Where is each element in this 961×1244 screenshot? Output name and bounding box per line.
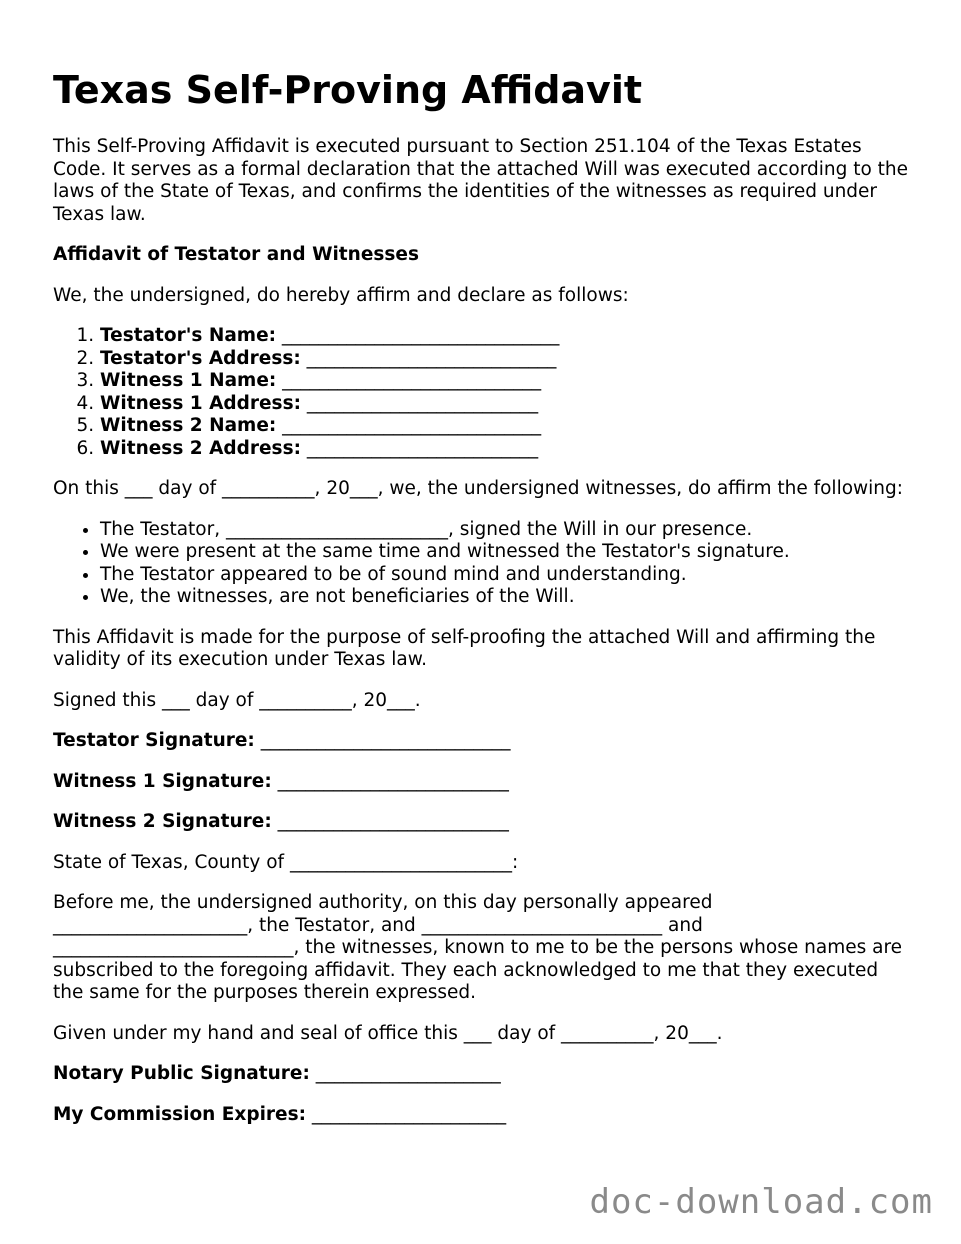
field-testator-name (100, 325, 913, 348)
seal-statement: Given under my hand and seal of office this ___ day of __________, 20___. (53, 1022, 723, 1044)
affirmations-list (53, 519, 913, 609)
document-title: Texas Self-Proving Affidavit (53, 68, 643, 112)
signature-blank[interactable]: ___________________________ (254, 730, 511, 751)
signature-label: Witness 2 Signature: (53, 811, 272, 832)
signature-blank[interactable]: _________________________ (271, 770, 509, 792)
signature-blank[interactable]: _________________________ (271, 811, 509, 832)
notary-blank[interactable]: ____________________ (309, 1063, 501, 1084)
county-line: State of Texas, County of ________________________: (53, 851, 519, 873)
document (53, 66, 913, 1144)
field-label: Witness 2 Address: (100, 437, 301, 459)
party-fields-list (53, 325, 913, 460)
notary-statement: Before me, the undersigned authority, on this day personally appeared _____________________, the Testator, and __________________________ and __________________________, the witnesses, known to me to be the persons whose names are subscribed to the foregoing affidavit. They each acknowledged to me that they executed the same for the purposes therein expressed. (53, 892, 903, 1003)
affirmation-item: • The Testator, ________________________, signed the Will in our presence. (100, 519, 913, 542)
witness1-signature-line (53, 771, 913, 794)
field-blank[interactable]: _________________________ (300, 392, 539, 414)
affirmation-item: • We, the witnesses, are not beneficiaries of the Will. (100, 586, 913, 609)
field-label: Testator's Address: (100, 347, 301, 369)
commission-blank[interactable]: _____________________ (306, 1103, 507, 1125)
testator-signature-line (53, 730, 913, 753)
affirmation-item: • We were present at the same time and witnessed the Testator's signature. (100, 541, 913, 564)
signed-date: Signed this ___ day of __________, 20___. (53, 689, 421, 711)
field-blank[interactable]: ______________________________ (276, 325, 560, 346)
field-blank[interactable]: ____________________________ (276, 370, 542, 391)
field-witness1-name (100, 370, 913, 393)
field-label: Witness 2 Name: (100, 415, 277, 436)
field-blank[interactable]: _________________________ (300, 437, 539, 459)
field-label: Witness 1 Name: (100, 370, 277, 391)
signature-label: Testator Signature: (53, 730, 255, 751)
intro-paragraph: This Self-Proving Affidavit is executed pursuant to Section 251.104 of the Texas Estates Code. It serves as a formal declaration that the attached Will was executed according to the laws of the State of Texas, and confirms the identities of the witnesses as required under Texas law. (53, 136, 909, 225)
field-witness2-name (100, 415, 913, 438)
date-statement: On this ___ day of __________, 20___, we, the undersigned witnesses, do affirm the following: (53, 478, 903, 499)
commission-label: My Commission Expires: (53, 1103, 307, 1125)
watermark: doc-download.com (589, 1182, 933, 1222)
affirmation-item: • The Testator appeared to be of sound mind and understanding. (100, 564, 913, 587)
field-testator-address (100, 348, 913, 371)
commission-expires-line (53, 1104, 913, 1127)
field-blank[interactable]: ___________________________ (300, 347, 557, 369)
field-witness1-address (100, 393, 913, 416)
section-heading: Affidavit of Testator and Witnesses (53, 244, 419, 265)
signature-label: Witness 1 Signature: (53, 770, 272, 792)
witness2-signature-line (53, 811, 913, 834)
notary-signature-line (53, 1063, 913, 1086)
notary-label: Notary Public Signature: (53, 1063, 310, 1084)
field-blank[interactable]: ____________________________ (276, 415, 542, 436)
declaration-paragraph: We, the undersigned, do hereby affirm and declare as follows: (53, 284, 629, 306)
field-label: Testator's Name: (100, 325, 277, 346)
field-witness2-address (100, 438, 913, 461)
field-label: Witness 1 Address: (100, 392, 301, 414)
purpose-paragraph: This Affidavit is made for the purpose of self-proofing the attached Will and affirming the validity of its execution under Texas law. (53, 626, 876, 670)
